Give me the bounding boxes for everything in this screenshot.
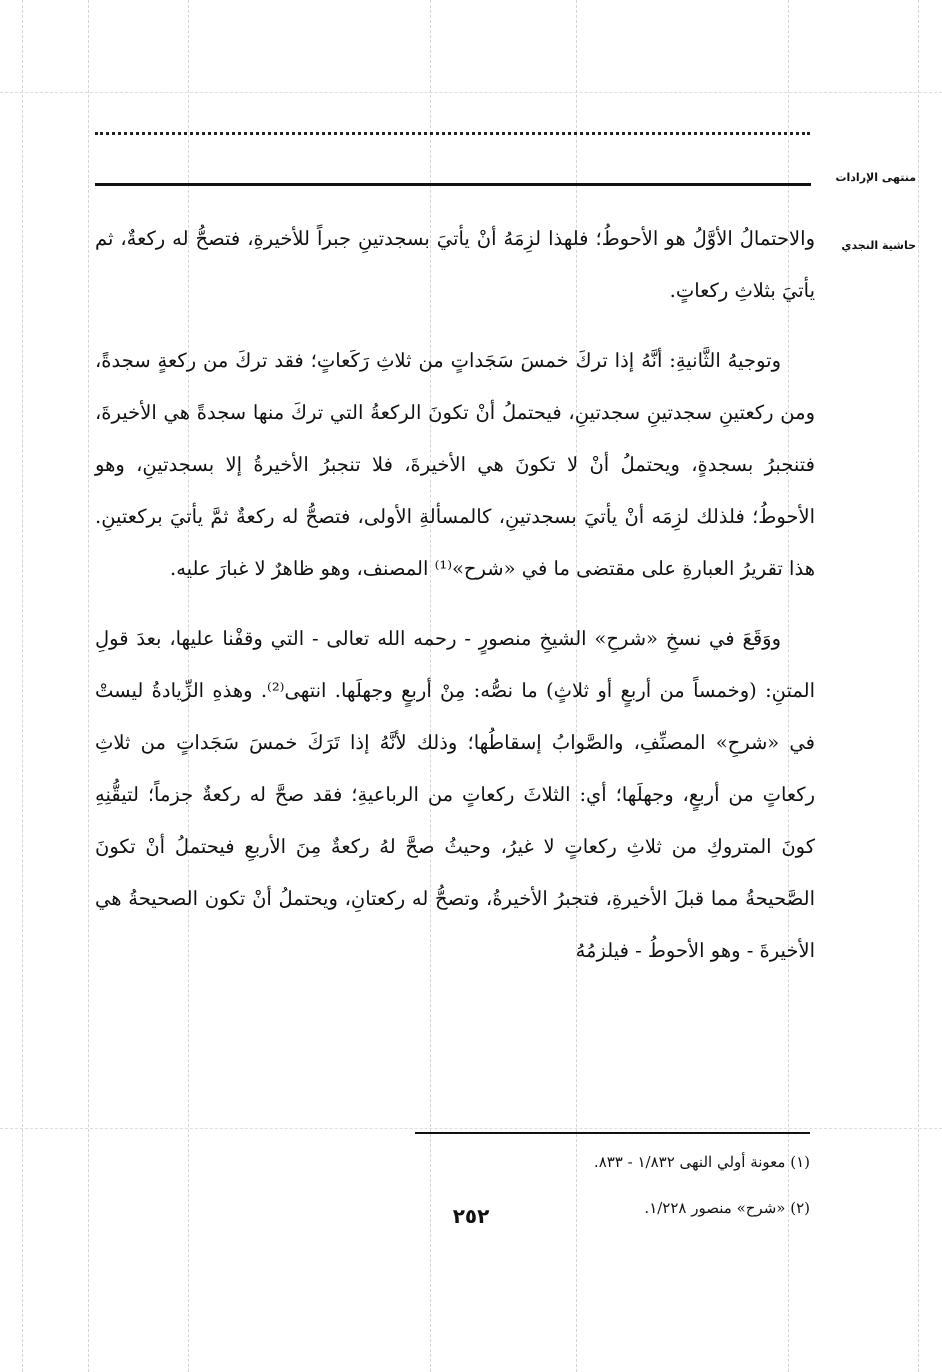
header-rule (95, 183, 811, 186)
paragraph-2: وتوجيهُ الثَّانيةِ: أنَّهُ إذا تركَ خمسَ سَجَداتٍ من ثلاثِ رَكَعاتٍ؛ فقد تركَ من ركعةٍ سجدةً، ومن ركعتينِ سجدتينِ سجدتينِ، فيحتملُ أنْ تكونَ الركعةُ التي تركَ منها سجدةً هي الأخيرةَ، فتنجبرُ بسجدةٍ، ويحتملُ أنْ لا تكونَ هي الأخيرةَ، فلا تنجبرُ الأخيرةُ إلا بسجدتينِ، وهو الأحوطُ؛ فلذلك لزِمَه أنْ يأتيَ بسجدتينِ، كالمسألةِ الأولى، فتصحُّ له ركعةٌ ثمَّ يأتيَ بركعتينِ. هذا تقريرُ العبارةِ على مقتضى ما في «شرح»⁽¹⁾ المصنف، وهو ظاهرٌ لا غبارَ عليه. (95, 349, 815, 580)
running-title: منتهى الإرادات (835, 171, 916, 184)
footnote-1: (١) معونة أولي النهى ١/٨٣٢ - ٨٣٣. (593, 1153, 810, 1171)
page-number: ٢٥٢ (452, 1204, 490, 1228)
paragraph-1: والاحتمالُ الأوَّلُ هو الأحوطُ؛ فلهذا لزِمَهُ أنْ يأتيَ بسجدتينِ جبراً للأخيرةِ، فتصحُّ له ركعةٌ، ثم يأتيَ بثلاثِ ركعاتٍ. (95, 227, 815, 302)
margin-title: حاشية النجدي (841, 239, 916, 252)
footnote-rule (415, 1132, 810, 1134)
paragraph-3: ووَقَعَ في نسخِ «شرحِ» الشيخِ منصورٍ - رحمه الله تعالى - التي وقفْنا عليها، بعدَ قولِ المتنِ: (وخمساً من أربعٍ أو ثلاثٍ) ما نصُّه: مِنْ أربعٍ وجهلَها. انتهى⁽²⁾. وهذهِ الزِّيادةُ ليستْ في «شرحِ» المصنِّفِ، والصَّوابُ إسقاطُها؛ وذلك لأنَّهُ إذا تَرَكَ خمسَ سَجَداتٍ من ثلاثِ ركعاتٍ من أربعٍ، وجهلَها؛ أي: الثلاثَ ركعاتٍ من الرباعيةِ؛ فقد صحَّ له ركعةٌ جزماً؛ لتيقُّنِهِ كونَ المتروكِ من ثلاثِ ركعاتٍ لا غيرُ، وحيثُ صحَّ لهُ ركعةٌ مِنَ الأربعِ فيحتملُ أنْ تكونَ الصَّحيحةُ مما قبلَ الأخيرةِ، فتجبرُ الأخيرةُ، وتصحُّ له ركعتانِ، ويحتملُ أنْ تكون الصحيحةُ هي الأخيرةَ - وهو الأحوطُ - فيلزمُهُ (95, 627, 815, 962)
footnote-2: (٢) «شرح» منصور ١/٢٢٨. (644, 1199, 810, 1217)
main-text (95, 213, 815, 995)
dotted-separator (95, 132, 810, 135)
